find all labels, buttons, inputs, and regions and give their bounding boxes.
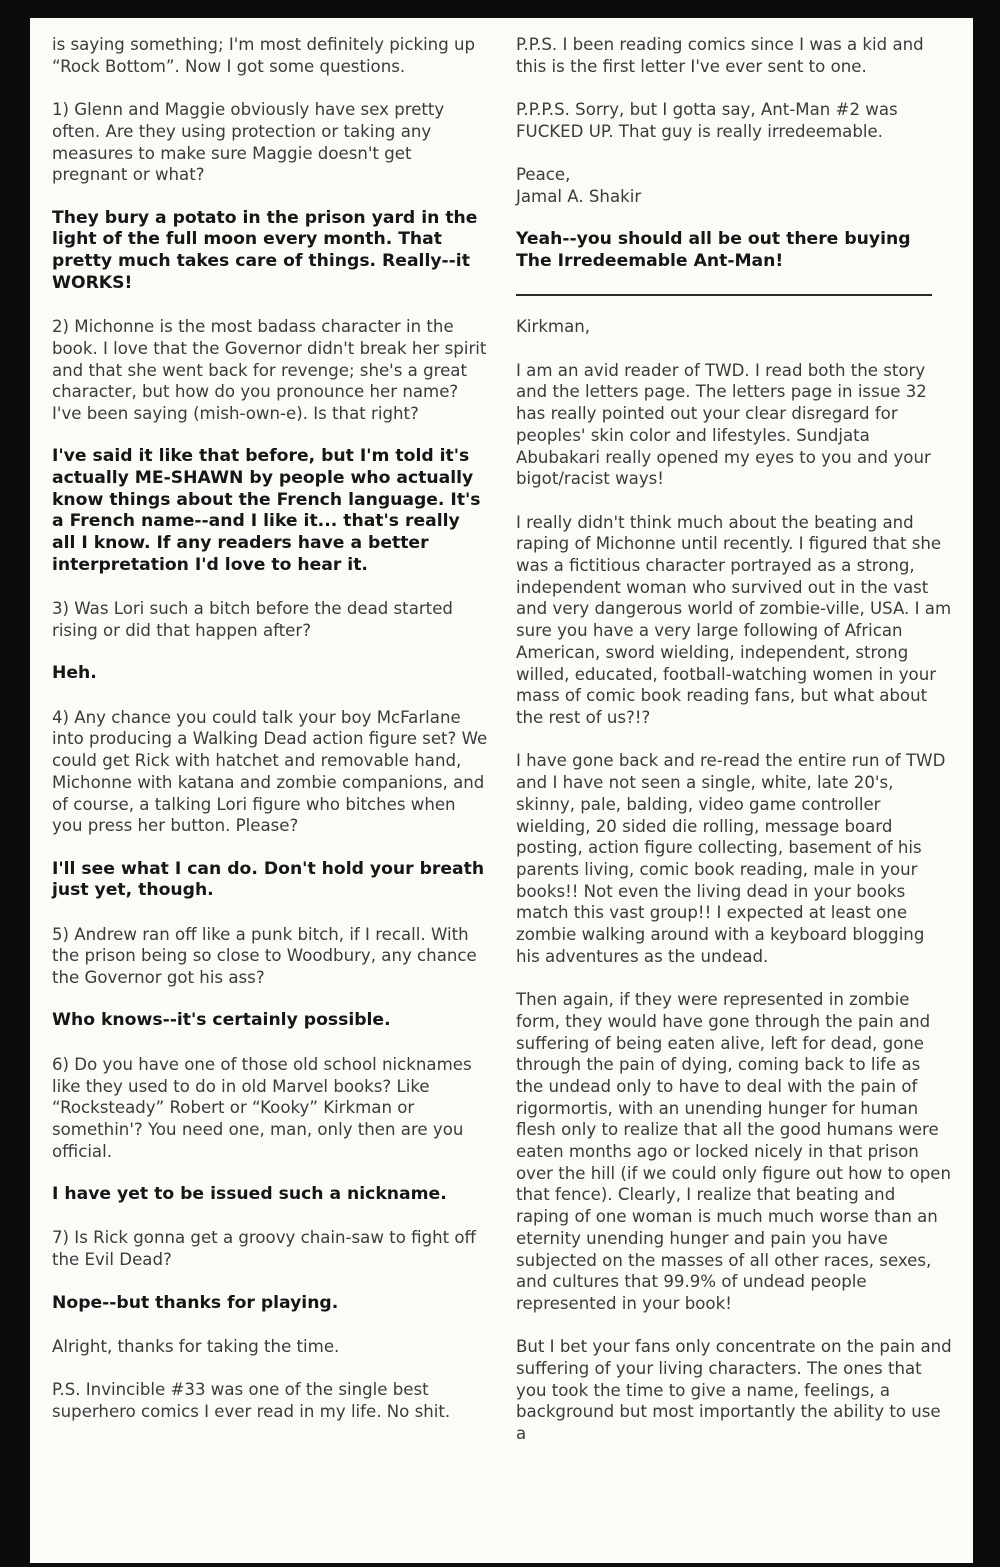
letter-signature: Jamal A. Shakir [516, 186, 642, 206]
letter-postscript: P.P.P.S. Sorry, but I gotta say, Ant-Man #2 was FUCKED UP. That guy is really irredeemable. [516, 100, 898, 141]
letter-text: I really didn't think much about the beating and raping of Michonne until recently. I figured that she was a fictitious character portrayed as a strong, independent woman who survived out in the vast and very dangerous world of zombie-ville, USA. I am sure you have a very large following of African American, sword wielding, independent, strong willed, educated, football-watching women in your mass of comic book reading fans, but what about the rest of us?!? [516, 512, 952, 727]
letter-text: But I bet your fans only concentrate on the pain and suffering of your living characters. The ones that you took the time to give a name, feelings, a background but most importantly the ability to use a [516, 1337, 952, 1444]
letter-question: 4) Any chance you could talk your boy McFarlane into producing a Walking Dead action figure set? We could get Rick with hatchet and removable hand, Michonne with katana and zombie companions, and of course, a talking Lori figure who bitches when you press her button. Please? [52, 707, 488, 836]
letter-question: 1) Glenn and Maggie obviously have sex pretty often. Are they using protection or taking any measures to make sure Maggie doesn't get pregnant or what? [52, 100, 445, 185]
letter-question: 3) Was Lori such a bitch before the dead started rising or did that happen after? [52, 599, 453, 640]
letter-postscript: P.S. Invincible #33 was one of the single best superhero comics I ever read in my life. No shit. [52, 1380, 451, 1422]
editor-reply: I have yet to be issued such a nickname. [52, 1184, 447, 1205]
letter-question: 7) Is Rick gonna get a groovy chain-saw to fight off the Evil Dead? [52, 1228, 476, 1270]
editor-reply: Yeah--you should all be out there buying The Irredeemable Ant-Man! [516, 229, 911, 271]
letter-text: I am an avid reader of TWD. I read both the story and the letters page. The letters page in issue 32 has really pointed out your clear disregard for peoples' skin color and lifestyles. Sundjata Abubakari really opened my eyes to you and your bigot/racist ways! [516, 360, 931, 489]
letter-text: is saying something; I'm most definitely picking up “Rock Bottom”. Now I got some questions. [52, 35, 476, 76]
right-column [516, 34, 952, 1467]
editor-reply: Who knows--it's certainly possible. [52, 1010, 391, 1031]
letter-text: Alright, thanks for taking the time. [52, 1336, 340, 1356]
letter-text: Then again, if they were represented in zombie form, they would have gone through the pain and suffering of being eaten alive, left for dead, gone through the pain of dying, coming back to life as the undead only to have to deal with the pain of rigormortis, with an unending hunger for human flesh only to realize that all the good humans were eaten months ago or locked nicely in that prison over the hill (if we could only figure out how to open that fence). Clearly, I realize that beating and raping of one woman is much much worse than an eternity unending hunger and pain you have subjected on the masses of all other races, sexes, and cultures that 99.9% of undead people represented in your book! [516, 990, 952, 1313]
left-column [52, 34, 488, 1444]
editor-reply: They bury a potato in the prison yard in the light of the full moon every month. That pretty much takes care of things. Really--it WORKS! [52, 207, 478, 293]
letter-question: 6) Do you have one of those old school nicknames like they used to do in old Marvel books? Like “Rocksteady” Robert or “Kooky” Kirkman or somethin'? You need one, man, only then are you official. [52, 1054, 472, 1161]
letters-page [30, 18, 973, 1563]
editor-reply: I've said it like that before, but I'm told it's actually ME-SHAWN by people who actually know things about the French language. It's a French name--and I like it... that's really all I know. If any readers have a better interpretation I'd love to hear it. [52, 446, 481, 575]
letter-salutation: Kirkman, [516, 317, 591, 337]
letter-postscript: P.P.S. I been reading comics since I was a kid and this is the first letter I've ever sent to one. [516, 35, 924, 76]
letter-question: 5) Andrew ran off like a punk bitch, if I recall. With the prison being so close to Woodbury, any chance the Governor got his ass? [52, 924, 477, 988]
letter-text: I have gone back and re-read the entire run of TWD and I have not seen a single, white, late 20's, skinny, pale, balding, video game controller wielding, 20 sided die rolling, message board posting, action figure collecting, basement of his parents living, comic book reading, male in your books!! Not even the living dead in your books match this vast group!! I expected at least one zombie walking around with a keyboard blogging his adventures as the undead. [516, 751, 946, 966]
letter-signoff: Peace, [516, 165, 571, 185]
editor-reply: I'll see what I can do. Don't hold your breath just yet, though. [52, 858, 485, 901]
editor-reply: Nope--but thanks for playing. [52, 1292, 339, 1313]
letter-question: 2) Michonne is the most badass character in the book. I love that the Governor didn't break her spirit and that she went back for revenge; she's a great character, but how do you pronounce her name? I've been saying (mish-own-e). Is that right? [52, 317, 487, 423]
letter-divider [516, 294, 932, 296]
editor-reply: Heh. [52, 663, 97, 684]
